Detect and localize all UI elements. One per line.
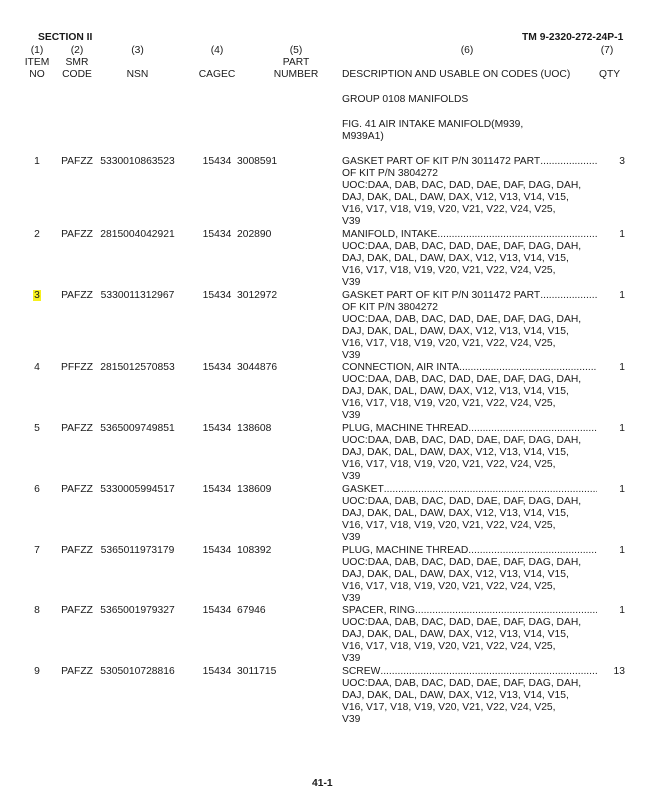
item-number-value: 5: [34, 423, 40, 434]
cagec: 15434: [202, 362, 232, 373]
description-line: OF KIT P/N 3804272: [342, 302, 438, 313]
item-number: [22, 229, 52, 241]
smr-code: PAFZZ: [61, 666, 93, 677]
nsn: 5365011973179: [100, 545, 175, 556]
col-cagec-num: (4): [210, 45, 224, 56]
quantity: 1: [619, 545, 625, 556]
cagec: 15434: [202, 290, 232, 301]
description-text: SPACER, RING: [342, 605, 416, 616]
description-text: GASKET: [342, 484, 384, 495]
quantity: 3: [619, 156, 625, 167]
figure-title-line-1: FIG. 41 AIR INTAKE MANIFOLD(M939,: [342, 119, 524, 130]
cagec: 15434: [202, 484, 232, 495]
description-line: V16, V17, V18, V19, V20, V21, V22, V24, V25,: [342, 338, 556, 349]
cagec: 15434: [202, 156, 232, 167]
item-number-value: 8: [34, 605, 40, 616]
leader-dots: [540, 156, 597, 168]
item-number: [22, 423, 52, 435]
description-line: V39: [342, 532, 361, 543]
col-smr-num: (2): [70, 45, 84, 56]
col-smr-label-2: CODE: [62, 69, 92, 80]
smr-code: PAFZZ: [61, 423, 93, 434]
part-number: 3012972: [237, 290, 278, 301]
description-text: PLUG, MACHINE THREAD: [342, 423, 469, 434]
description-line: UOC:DAA, DAB, DAC, DAD, DAE, DAF, DAG, DAH,: [342, 557, 582, 568]
col-item-num: (1): [30, 45, 44, 56]
description-line: UOC:DAA, DAB, DAC, DAD, DAE, DAF, DAG, DAH,: [342, 374, 582, 385]
part-number: 3044876: [237, 362, 278, 373]
description-line: V39: [342, 410, 361, 421]
quantity: 1: [619, 362, 625, 373]
col-qty-label: QTY: [599, 69, 621, 80]
item-number: [22, 545, 52, 557]
description-line: [342, 290, 597, 302]
part-number: 67946: [237, 605, 266, 616]
description-text: CONNECTION, AIR INTA: [342, 362, 460, 373]
description-line: DAJ, DAK, DAL, DAW, DAX, V12, V13, V14, V15,: [342, 447, 569, 458]
description-line: V16, V17, V18, V19, V20, V21, V22, V24, V25,: [342, 641, 556, 652]
description-line: DAJ, DAK, DAL, DAW, DAX, V12, V13, V14, V15,: [342, 569, 569, 580]
item-number: [22, 605, 52, 617]
nsn: 2815012570853: [100, 362, 175, 373]
cagec: 15434: [202, 666, 232, 677]
item-number-value: 9: [34, 666, 40, 677]
quantity: 1: [619, 484, 625, 495]
description-line: V16, V17, V18, V19, V20, V21, V22, V24, V25,: [342, 520, 556, 531]
page-number: 41-1: [312, 778, 333, 789]
figure-title-line-2: M939A1): [342, 131, 384, 142]
description-text: PLUG, MACHINE THREAD: [342, 545, 469, 556]
item-number: [22, 666, 52, 678]
item-number-value: 3: [34, 290, 40, 301]
cagec: 15434: [202, 605, 232, 616]
smr-code: PFFZZ: [60, 362, 94, 373]
description-line: V39: [342, 714, 361, 725]
description-line: V39: [342, 653, 361, 664]
description-text: GASKET PART OF KIT P/N 3011472 PART: [342, 290, 541, 301]
item-number-value: 4: [34, 362, 40, 373]
col-desc-num: (6): [460, 45, 474, 56]
description-line: UOC:DAA, DAB, DAC, DAD, DAE, DAF, DAG, DAH,: [342, 180, 582, 191]
col-qty-num: (7): [600, 45, 614, 56]
quantity: 1: [619, 290, 625, 301]
item-number: [22, 362, 52, 374]
item-number-value: 1: [34, 156, 40, 167]
description-line: DAJ, DAK, DAL, DAW, DAX, V12, V13, V14, V15,: [342, 690, 569, 701]
description-line: OF KIT P/N 3804272: [342, 168, 438, 179]
section-title: SECTION II: [38, 32, 93, 43]
quantity: 13: [613, 666, 625, 677]
smr-code: PAFZZ: [61, 545, 93, 556]
description-line: [342, 605, 597, 617]
leader-dots: [380, 666, 597, 678]
part-number: 108392: [237, 545, 272, 556]
nsn: 5305010728816: [100, 666, 175, 677]
description-line: [342, 229, 597, 241]
col-cagec-label: CAGEC: [198, 69, 236, 80]
leader-dots: [384, 484, 597, 496]
quantity: 1: [619, 423, 625, 434]
part-number: 138609: [237, 484, 272, 495]
item-number-value: 6: [34, 484, 40, 495]
description-line: DAJ, DAK, DAL, DAW, DAX, V12, V13, V14, V15,: [342, 386, 569, 397]
smr-code: PAFZZ: [61, 605, 93, 616]
quantity: 1: [619, 229, 625, 240]
tm-number: TM 9-2320-272-24P-1: [522, 32, 624, 43]
description-line: DAJ, DAK, DAL, DAW, DAX, V12, V13, V14, V15,: [342, 253, 569, 264]
description-line: DAJ, DAK, DAL, DAW, DAX, V12, V13, V14, V15,: [342, 508, 569, 519]
col-nsn-num: (3): [131, 45, 144, 56]
item-number-value: 7: [34, 545, 40, 556]
description-line: UOC:DAA, DAB, DAC, DAD, DAE, DAF, DAG, DAH,: [342, 496, 582, 507]
description-line: DAJ, DAK, DAL, DAW, DAX, V12, V13, V14, V15,: [342, 629, 569, 640]
description-line: UOC:DAA, DAB, DAC, DAD, DAE, DAF, DAG, DAH,: [342, 241, 582, 252]
nsn: 5330010863523: [100, 156, 175, 167]
description-line: UOC:DAA, DAB, DAC, DAD, DAE, DAF, DAG, DAH,: [342, 314, 582, 325]
col-part-num: (5): [289, 45, 303, 56]
nsn: 5365009749851: [100, 423, 175, 434]
col-smr-label-1: SMR: [65, 57, 89, 68]
item-number-value: 2: [34, 229, 40, 240]
part-number: 138608: [237, 423, 272, 434]
part-number: 3011715: [237, 666, 277, 677]
description-line: V39: [342, 277, 361, 288]
description-line: V16, V17, V18, V19, V20, V21, V22, V24, V25,: [342, 265, 556, 276]
description-line: DAJ, DAK, DAL, DAW, DAX, V12, V13, V14, V15,: [342, 326, 569, 337]
description-line: [342, 545, 597, 557]
col-desc-label: DESCRIPTION AND USABLE ON CODES (UOC): [342, 69, 571, 80]
description-line: [342, 666, 597, 678]
description-line: V39: [342, 350, 361, 361]
description-text: GASKET PART OF KIT P/N 3011472 PART: [342, 156, 541, 167]
description-text: SCREW: [342, 666, 381, 677]
leader-dots: [459, 362, 597, 374]
group-heading: GROUP 0108 MANIFOLDS: [342, 94, 469, 105]
nsn: 5365001979327: [100, 605, 175, 616]
leader-dots: [540, 290, 597, 302]
description-line: V16, V17, V18, V19, V20, V21, V22, V24, V25,: [342, 581, 556, 592]
quantity: 1: [619, 605, 625, 616]
description-line: V16, V17, V18, V19, V20, V21, V22, V24, V25,: [342, 398, 556, 409]
description-line: [342, 362, 597, 374]
nsn: 5330011312967: [100, 290, 175, 301]
col-part-label-1: PART: [282, 57, 310, 68]
cagec: 15434: [202, 545, 232, 556]
leader-dots: [468, 423, 597, 435]
description-line: [342, 156, 597, 168]
part-number: 3008591: [237, 156, 278, 167]
smr-code: PAFZZ: [61, 156, 93, 167]
description-line: V16, V17, V18, V19, V20, V21, V22, V24, V25,: [342, 459, 556, 470]
description-line: V39: [342, 593, 361, 604]
description-line: [342, 423, 597, 435]
leader-dots: [468, 545, 597, 557]
description-line: V16, V17, V18, V19, V20, V21, V22, V24, V25,: [342, 204, 556, 215]
smr-code: PAFZZ: [61, 484, 93, 495]
smr-code: PAFZZ: [61, 229, 93, 240]
description-line: V16, V17, V18, V19, V20, V21, V22, V24, V25,: [342, 702, 556, 713]
description-line: V39: [342, 216, 361, 227]
description-text: MANIFOLD, INTAKE: [342, 229, 438, 240]
part-number: 202890: [237, 229, 272, 240]
nsn: 2815004042921: [100, 229, 175, 240]
item-number: [22, 484, 52, 496]
description-line: [342, 484, 597, 496]
nsn: 5330005994517: [100, 484, 175, 495]
cagec: 15434: [202, 229, 232, 240]
description-line: UOC:DAA, DAB, DAC, DAD, DAE, DAF, DAG, DAH,: [342, 435, 582, 446]
smr-code: PAFZZ: [61, 290, 93, 301]
description-line: UOC:DAA, DAB, DAC, DAD, DAE, DAF, DAG, DAH,: [342, 678, 582, 689]
col-item-label-1: ITEM: [24, 57, 50, 68]
col-item-label-2: NO: [29, 69, 45, 80]
item-number: [22, 290, 52, 302]
col-part-label-2: NUMBER: [273, 69, 319, 80]
leader-dots: [415, 605, 597, 617]
description-line: DAJ, DAK, DAL, DAW, DAX, V12, V13, V14, V15,: [342, 192, 569, 203]
cagec: 15434: [202, 423, 232, 434]
description-line: UOC:DAA, DAB, DAC, DAD, DAE, DAF, DAG, DAH,: [342, 617, 582, 628]
item-number: [22, 156, 52, 168]
col-nsn-label: NSN: [126, 69, 149, 80]
description-line: V39: [342, 471, 361, 482]
leader-dots: [437, 229, 597, 241]
